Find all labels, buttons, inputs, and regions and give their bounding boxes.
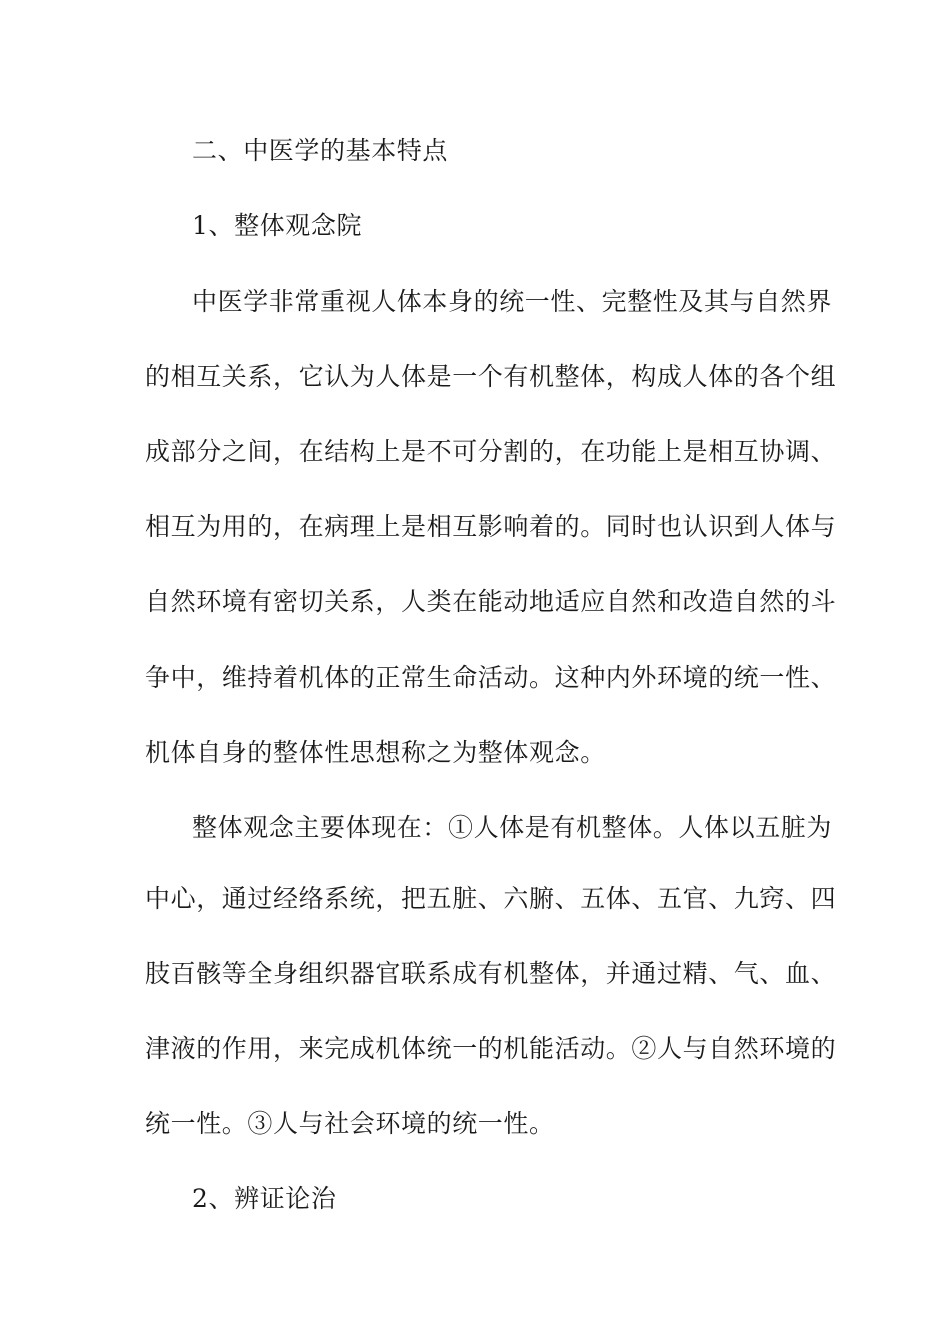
paragraph-line: 统一性。③人与社会环境的统一性。 — [145, 1109, 555, 1138]
paragraph-line: 争中，维持着机体的正常生命活动。这种内外环境的统一性、 — [145, 663, 837, 692]
paragraph-line: 整体观念主要体现在：①人体是有机整体。人体以五脏为 — [192, 813, 833, 842]
paragraph-line: 的相互关系，它认为人体是一个有机整体，构成人体的各个组 — [145, 362, 837, 391]
paragraph-line: 中医学非常重视人体本身的统一性、完整性及其与自然界 — [192, 287, 833, 316]
paragraph-line: 中心，通过经络系统，把五脏、六腑、五体、五官、九窍、四 — [145, 884, 837, 913]
paragraph-line: 自然环境有密切关系，人类在能动地适应自然和改造自然的斗 — [145, 587, 837, 616]
section-heading: 二、中医学的基本特点 — [192, 136, 449, 165]
paragraph-line: 肢百骸等全身组织器官联系成有机整体，并通过精、气、血、 — [145, 959, 837, 988]
paragraph-line: 成部分之间，在结构上是不可分割的，在功能上是相互协调、 — [145, 437, 837, 466]
paragraph-line: 机体自身的整体性思想称之为整体观念。 — [145, 738, 606, 767]
paragraph-line: 相互为用的，在病理上是相互影响着的。同时也认识到人体与 — [145, 512, 837, 541]
paragraph-line: 津液的作用，来完成机体统一的机能活动。②人与自然环境的 — [145, 1034, 837, 1063]
subsection-title-syndrome-differentiation: 2、辨证论治 — [192, 1184, 337, 1213]
subsection-title-holism: 1、整体观念院 — [192, 211, 363, 240]
